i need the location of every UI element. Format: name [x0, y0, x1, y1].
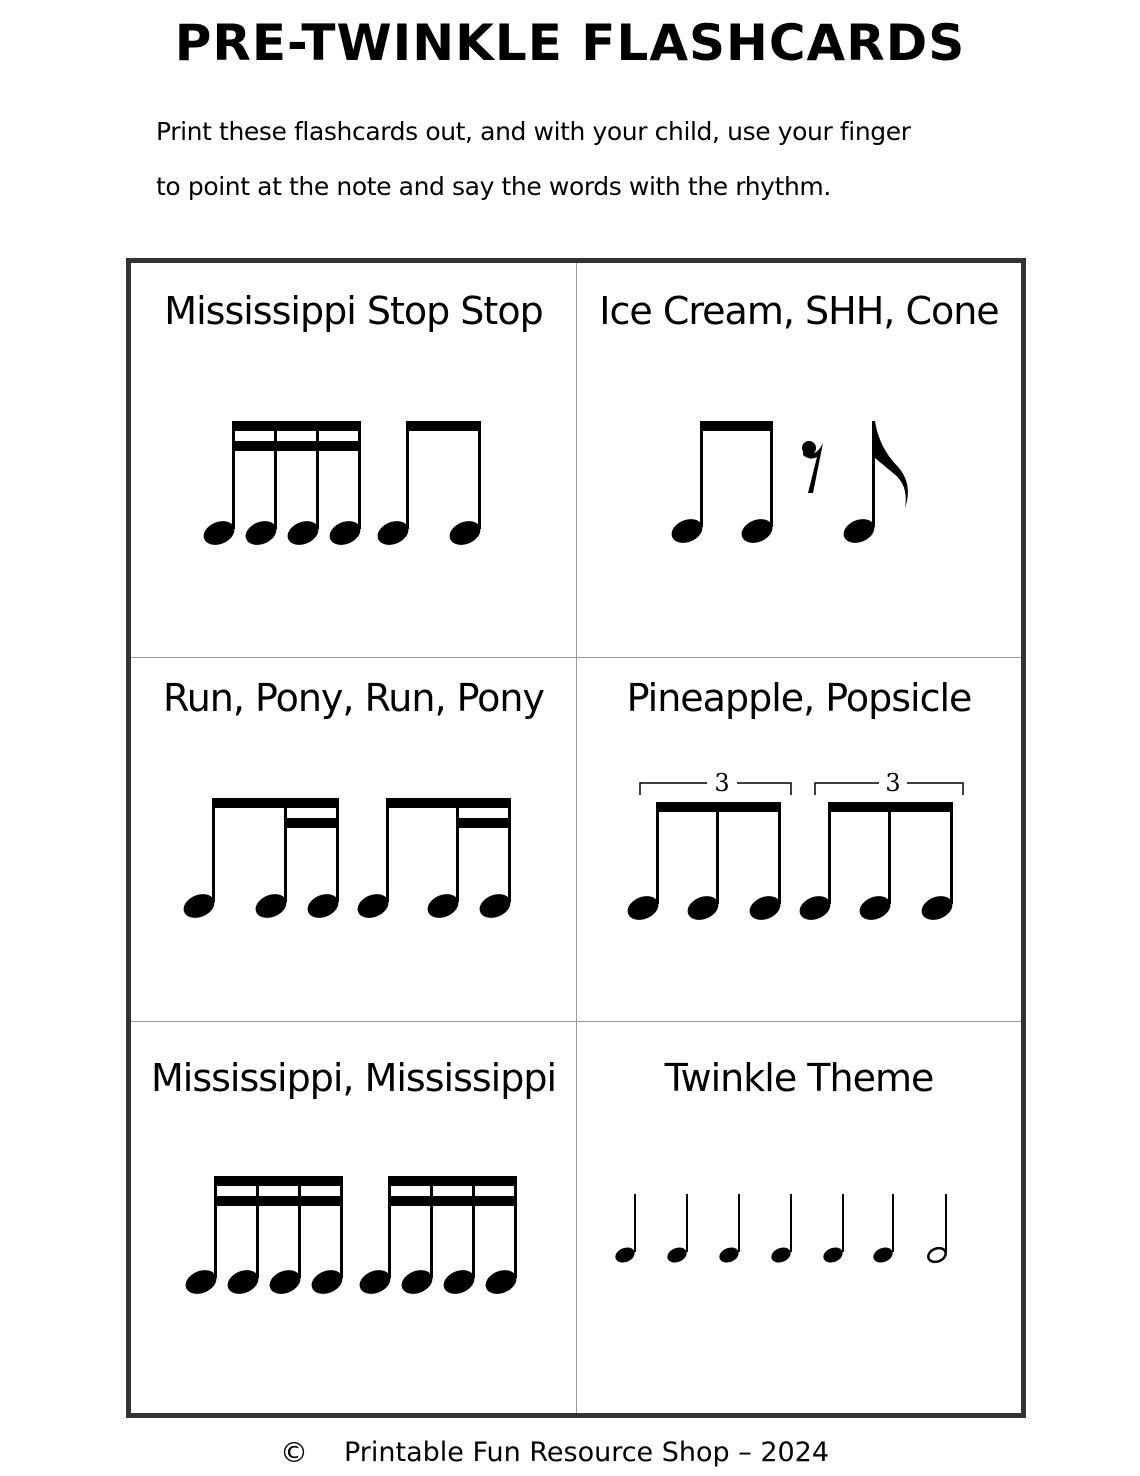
- flashcard-mississippi-stop-stop: [131, 263, 576, 657]
- beam: [232, 421, 361, 431]
- instructions-line-1: Print these flashcards out, and with your child, use your finger: [156, 117, 911, 146]
- flashcard-run-pony: [131, 658, 576, 1021]
- beam: [406, 421, 481, 431]
- note-flag: [875, 421, 908, 508]
- flashcard-label: Mississippi Stop Stop: [164, 289, 543, 333]
- note-stem: [656, 802, 659, 904]
- note-stem: [256, 1176, 259, 1278]
- note-head: [717, 1245, 741, 1265]
- note-stem: [388, 1176, 391, 1278]
- note-head: [769, 1245, 793, 1265]
- note-stem: [472, 1176, 475, 1278]
- note-head: [871, 1245, 895, 1265]
- beam: [656, 802, 781, 812]
- note-stem: [892, 1194, 894, 1252]
- half-note-head: [926, 1246, 948, 1265]
- tuplet-bracket: [640, 783, 963, 795]
- note-head: [821, 1245, 845, 1265]
- beam: [212, 798, 339, 808]
- tuplet-number: 3: [885, 769, 901, 797]
- note-stem: [316, 421, 319, 529]
- rhythm-notation-eighth-sixteenths: [131, 658, 576, 1021]
- note-stem: [340, 1176, 343, 1278]
- copyright-icon: ©: [280, 1436, 308, 1469]
- beam: [388, 1176, 517, 1186]
- rhythm-notation-sixteenths: [131, 1022, 576, 1413]
- flashcard-twinkle-theme: [577, 1022, 1021, 1413]
- note-stem: [514, 1176, 517, 1278]
- note-stem: [700, 421, 703, 527]
- note-stem: [430, 1176, 433, 1278]
- note-head: [665, 1245, 689, 1265]
- note-stem: [358, 421, 361, 529]
- instructions-line-2: to point at the note and say the words with the rhythm.: [156, 172, 831, 201]
- note-stem: [406, 421, 409, 529]
- beam: [700, 421, 773, 431]
- note-stem: [634, 1194, 636, 1252]
- tuplet-number: 3: [714, 769, 730, 797]
- instructions: [156, 104, 1056, 214]
- flashcard-label: Mississippi, Mississippi: [150, 1056, 557, 1100]
- note-stem: [284, 798, 287, 902]
- beam: [232, 441, 361, 451]
- note-stem: [945, 1194, 947, 1252]
- footer: [280, 1436, 829, 1469]
- flashcard-label: Ice Cream, SHH, Cone: [599, 289, 999, 333]
- note-stem: [828, 802, 831, 904]
- note-stem: [508, 798, 511, 902]
- note-stem: [212, 798, 215, 902]
- note-stem: [274, 421, 277, 529]
- flashcard-grid: [126, 258, 1026, 1418]
- beam: [214, 1176, 343, 1186]
- note-stem: [950, 802, 953, 904]
- note-stem: [778, 802, 781, 904]
- beam: [456, 818, 511, 828]
- flashcard-pineapple-popsicle: [577, 658, 1021, 1021]
- flashcard-label: Pineapple, Popsicle: [626, 676, 972, 720]
- rhythm-notation-sixteenths-eighths: [131, 263, 576, 657]
- beam: [214, 1196, 343, 1206]
- note-stem: [888, 802, 891, 904]
- beam: [388, 1196, 517, 1206]
- footer-text: Printable Fun Resource Shop – 2024: [344, 1437, 830, 1468]
- rhythm-notation-triplets: [577, 658, 1021, 1021]
- note-stem: [456, 798, 459, 902]
- beam: [386, 798, 511, 808]
- note-stem: [716, 802, 719, 904]
- flashcard-mississippi-mississippi: [131, 1022, 576, 1413]
- flashcard-ice-cream-shh-cone: [577, 263, 1021, 657]
- eighth-rest: [802, 441, 823, 493]
- beam: [828, 802, 953, 812]
- rhythm-notation-quarters-half: [577, 1022, 1021, 1413]
- note-head: [613, 1245, 637, 1265]
- page-title: PRE-TWINKLE FLASHCARDS: [174, 14, 966, 72]
- note-stem: [214, 1176, 217, 1278]
- note-stem: [686, 1194, 688, 1252]
- flashcard-label: Run, Pony, Run, Pony: [163, 676, 544, 720]
- note-stem: [872, 421, 875, 527]
- flashcard-label: Twinkle Theme: [664, 1056, 934, 1100]
- note-stem: [770, 421, 773, 527]
- beam: [284, 818, 339, 828]
- note-stem: [738, 1194, 740, 1252]
- note-stem: [232, 421, 235, 529]
- note-stem: [478, 421, 481, 529]
- note-stem: [386, 798, 389, 902]
- note-stem: [790, 1194, 792, 1252]
- rhythm-notation-eighths-rest: [577, 263, 1021, 657]
- note-stem: [336, 798, 339, 902]
- note-stem: [842, 1194, 844, 1252]
- note-stem: [298, 1176, 301, 1278]
